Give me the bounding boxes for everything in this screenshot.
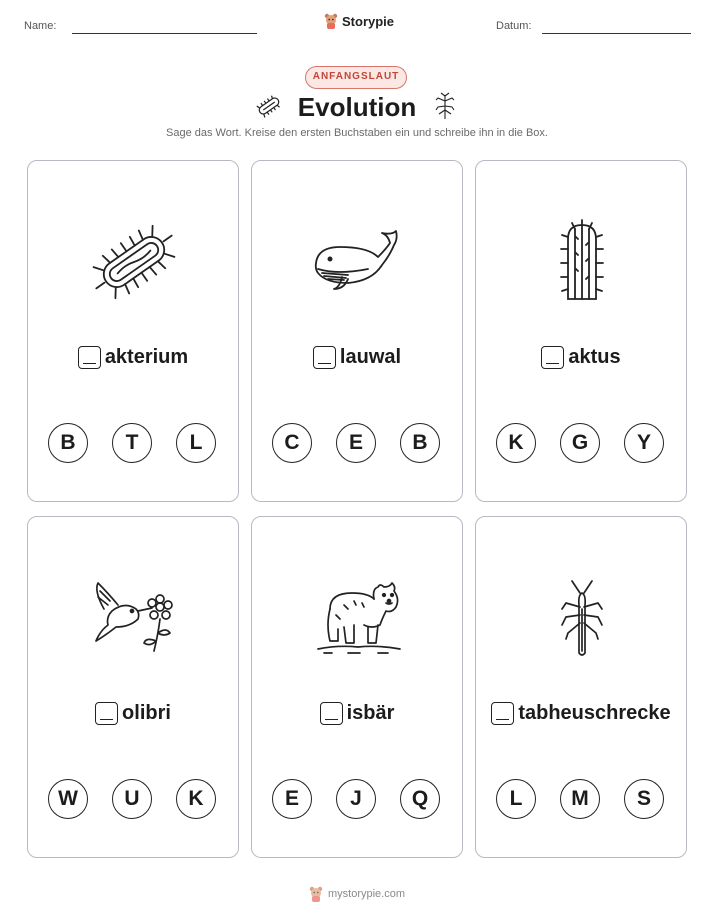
- word-remainder: akterium: [104, 346, 189, 368]
- word-card: [475, 160, 687, 502]
- letter-choice[interactable]: M: [560, 779, 600, 819]
- word-remainder: olibri: [122, 702, 171, 724]
- letter-choice[interactable]: Y: [624, 423, 664, 463]
- letter-choice[interactable]: L: [496, 779, 536, 819]
- letter-choice[interactable]: Q: [400, 779, 440, 819]
- name-field[interactable]: [72, 33, 257, 34]
- answer-box[interactable]: [95, 702, 118, 725]
- letter-choice[interactable]: K: [176, 779, 216, 819]
- letter-choice[interactable]: L: [176, 423, 216, 463]
- word-prompt: [252, 702, 462, 725]
- answer-box[interactable]: [320, 702, 343, 725]
- answer-box[interactable]: [313, 346, 336, 369]
- word-remainder: aktus: [568, 346, 621, 368]
- category-badge: ANFANGSLAUT: [305, 66, 407, 89]
- word-remainder: lauwal: [339, 346, 402, 368]
- letter-choice[interactable]: K: [496, 423, 536, 463]
- letter-choice[interactable]: J: [336, 779, 376, 819]
- letter-choice[interactable]: S: [624, 779, 664, 819]
- letter-choice[interactable]: E: [336, 423, 376, 463]
- name-label: Name:: [24, 20, 57, 32]
- word-card: [475, 516, 687, 858]
- letter-choice[interactable]: C: [272, 423, 312, 463]
- word-prompt: [476, 346, 686, 369]
- date-label: Datum:: [496, 20, 532, 32]
- brand-logo: [324, 13, 394, 29]
- word-card: [251, 516, 463, 858]
- mascot-icon: [309, 886, 323, 902]
- word-card: [251, 160, 463, 502]
- letter-choice[interactable]: U: [112, 779, 152, 819]
- word-remainder: tabheuschrecke: [518, 702, 671, 724]
- bacterium-icon: [84, 219, 184, 305]
- letter-choice[interactable]: W: [48, 779, 88, 819]
- instruction-text: Sage das Wort. Kreise den ersten Buchstaben ein und schreibe ihn in die Box.: [166, 127, 548, 139]
- letter-choice[interactable]: T: [112, 423, 152, 463]
- brand-name: Storypie: [342, 13, 395, 29]
- stick-insect-small-icon: [433, 92, 457, 122]
- mascot-icon: [324, 13, 338, 29]
- answer-box[interactable]: [78, 346, 101, 369]
- polar-bear-icon: [308, 575, 408, 661]
- answer-box[interactable]: [491, 702, 514, 725]
- word-card: [27, 516, 239, 858]
- word-prompt: [28, 346, 238, 369]
- letter-choice[interactable]: B: [400, 423, 440, 463]
- word-remainder: isbär: [346, 702, 395, 724]
- stick-insect-icon: [532, 575, 632, 661]
- word-prompt: [252, 346, 462, 369]
- blue-whale-icon: [308, 219, 408, 305]
- hummingbird-icon: [84, 575, 184, 661]
- page-title: Evolution: [297, 92, 417, 122]
- word-card: [27, 160, 239, 502]
- date-field[interactable]: [542, 33, 691, 34]
- letter-choice[interactable]: B: [48, 423, 88, 463]
- footer-url[interactable]: mystorypie.com: [327, 888, 406, 900]
- word-prompt: [28, 702, 238, 725]
- word-prompt: [476, 702, 686, 725]
- cactus-icon: [532, 219, 632, 305]
- letter-choice[interactable]: E: [272, 779, 312, 819]
- answer-box[interactable]: [541, 346, 564, 369]
- footer: [0, 886, 714, 902]
- letter-choice[interactable]: G: [560, 423, 600, 463]
